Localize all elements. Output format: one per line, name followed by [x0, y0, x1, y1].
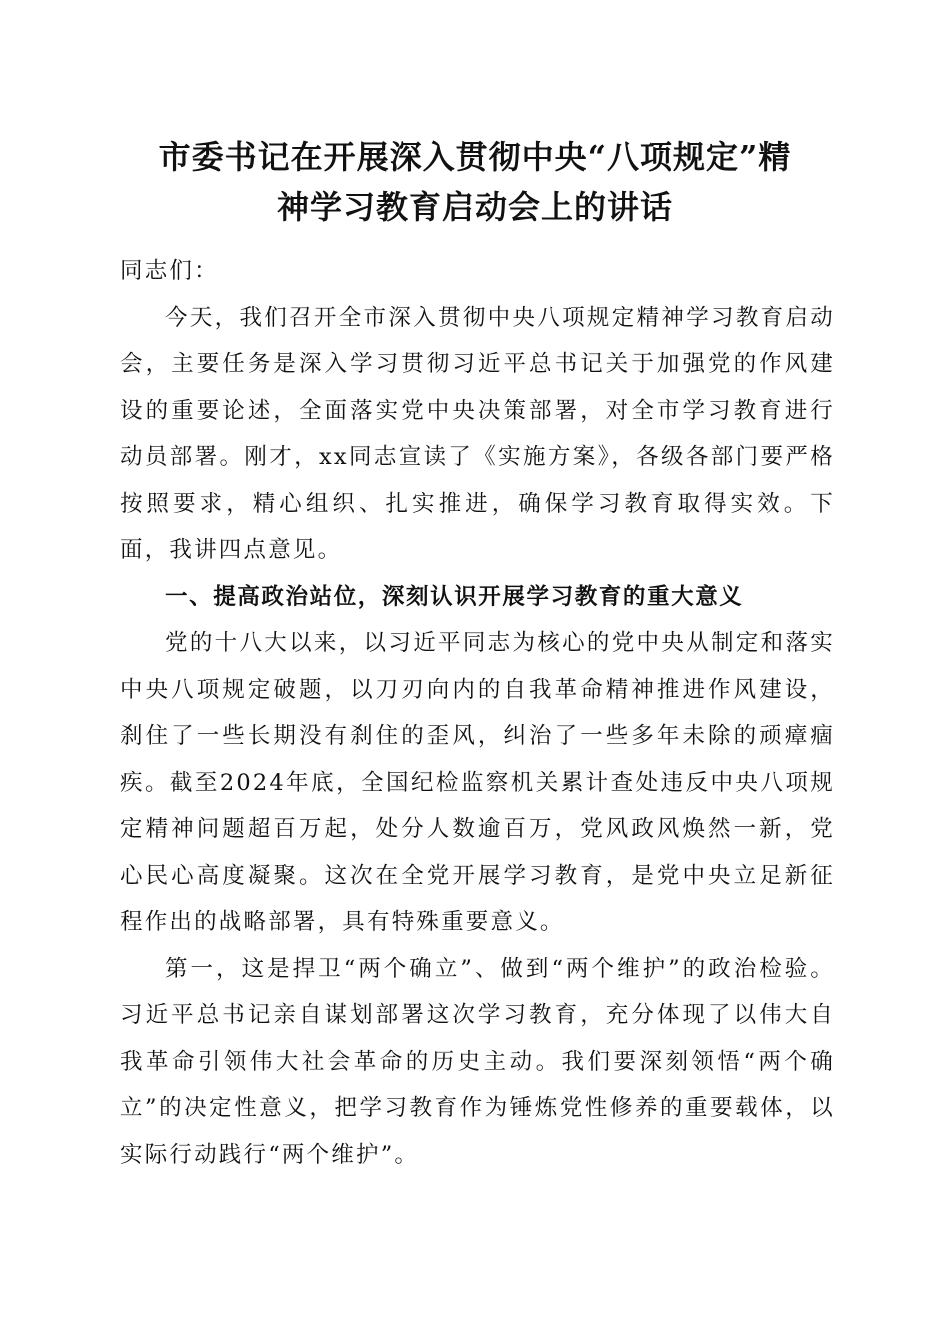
section-heading: 一、提高政治站位，深刻认识开展学习教育的重大意义	[165, 583, 744, 610]
title-line-2: 神学习教育启动会上的讲话	[276, 188, 673, 226]
title-line-1: 市委书记在开展深入贯彻中央“八项规定”精	[158, 138, 792, 176]
document-title	[110, 132, 840, 232]
document-body	[120, 248, 835, 1178]
salutation: 同志们：	[120, 258, 219, 284]
section-paragraph: 第一，这是捍卫“两个确立”、做到“两个维护”的政治检验。习近平总书记亲自谋划部署这次学习教育，充分体现了以伟大自我革命引领伟大社会革命的历史主动。我们要深刻领悟“两个确立”的决定性意义，把学习教育作为锤炼党性修养的重要载体，以实际行动践行“两个维护”。	[120, 955, 835, 1168]
section-paragraph: 党的十八大以来，以习近平同志为核心的党中央从制定和落实中央八项规定破题，以刀刃向内的自我革命精神推进作风建设，刹住了一些长期没有刹住的歪风，纠治了一些多年未除的顽瘴痼疾。截至2024年底，全国纪检监察机关累计查处违反中央八项规定精神问题超百万起，处分人数逾百万，党风政风焕然一新，党心民心高度凝聚。这次在全党开展学习教育，是党中央立足新征程作出的战略部署，具有特殊重要意义。	[120, 630, 835, 935]
intro-paragraph: 今天，我们召开全市深入贯彻中央八项规定精神学习教育启动会，主要任务是深入学习贯彻习近平总书记关于加强党的作风建设的重要论述，全面落实党中央决策部署，对全市学习教育进行动员部署。刚才，xx同志宣读了《实施方案》，各级各部门要严格按照要求，精心组织、扎实推进，确保学习教育取得实效。下面，我讲四点意见。	[120, 304, 835, 563]
